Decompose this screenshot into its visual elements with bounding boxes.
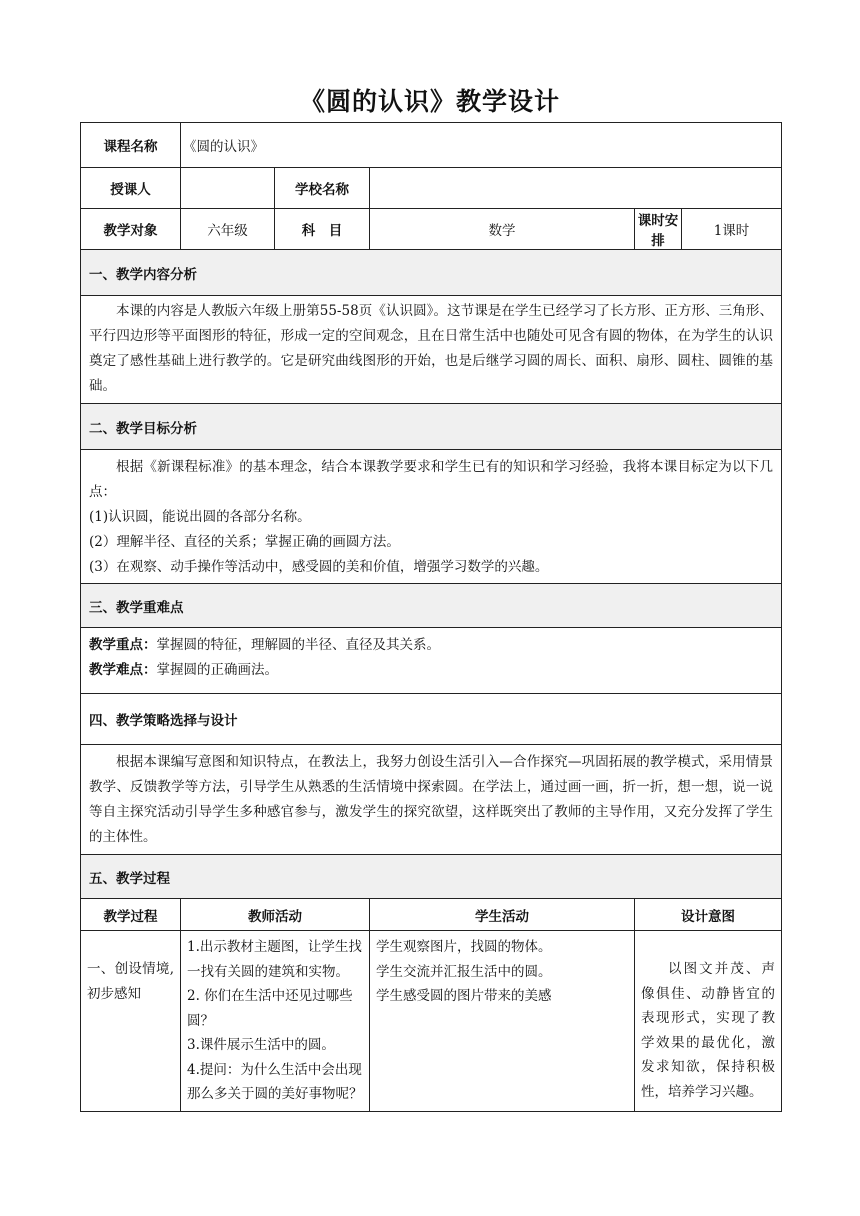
lesson-plan-table <box>80 122 782 1112</box>
student-activity-1: 学生观察图片，找圆的物体。 <box>376 939 552 955</box>
section-strategy-title: 四、教学策略选择与设计 <box>81 694 782 745</box>
section-key-points-title: 三、教学重难点 <box>81 584 782 628</box>
hours-label: 课时安排 <box>635 209 682 250</box>
section-goals-body <box>81 450 782 584</box>
subject-label: 科 目 <box>275 209 370 250</box>
difficulty-text: 掌握圆的正确画法。 <box>156 662 278 678</box>
teacher-activity-3: 3.课件展示生活中的圆。 <box>187 1037 335 1053</box>
teacher-activity-2: 2. 你们在生活中还见过哪些圆？ <box>187 988 353 1029</box>
difficulty-label: 教学难点： <box>89 662 157 678</box>
section-strategy-body <box>81 745 782 855</box>
course-name-label: 课程名称 <box>81 123 181 168</box>
subject-value: 数学 <box>370 209 635 250</box>
hours-value: 1课时 <box>682 209 782 250</box>
design-intent-text: 以图文并茂、声像俱佳、动静皆宜的表现形式，实现了教学效果的最优化，激发求知欲，保持积极性，培养学习兴趣。 <box>641 961 775 1100</box>
process-header-stage: 教学过程 <box>81 899 181 931</box>
section-content-analysis-body <box>81 296 782 404</box>
student-activity-2: 学生交流并汇报生活中的圆。 <box>376 963 552 980</box>
student-activity-3: 学生感受圆的图片带来的美感 <box>376 988 552 1004</box>
strategy-text: 根据本课编写意图和知识特点，在教法上，我努力创设生活引入—合作探究—巩固拓展的教学模式，采用情景教学、反馈教学等方法，引导学生从熟悉的生活情境中探索圆。在学法上，通过画一画，折一折，想一想，说一说等自主探究活动引导学生多种感官参与，激发学生的探究欲望，这样既突出了教师的主导作用，又充分发挥了学生的主体性。 <box>89 754 773 845</box>
section-process-title: 五、教学过程 <box>81 855 782 899</box>
page-title: 《圆的认识》教学设计 <box>299 87 560 116</box>
school-label: 学校名称 <box>275 168 370 209</box>
process-row1-teacher <box>181 931 370 1112</box>
process-row1-student <box>370 931 635 1112</box>
section-goals-title: 二、教学目标分析 <box>81 404 782 450</box>
goal-3: (3）在观察、动手操作等活动中，感受圆的美和价值，增强学习数学的兴趣。 <box>89 559 549 575</box>
teacher-activity-1: 1.出示教材主题图，让学生找一找有关圆的建筑和实物。 <box>187 939 362 980</box>
school-value <box>370 168 782 209</box>
content-analysis-text: 本课的内容是人教版六年级上册第55-58页《认识圆》。这节课是在学生已经学习了长方形、正方形、三角形、平行四边形等平面图形的特征，形成一定的空间观念，且在日常生活中也随处可见含有圆的物体，在为学生的认识奠定了感性基础上进行教学的。它是研究曲线图形的开始，也是后继学习圆的周长、面积、扇形、圆柱、圆锥的基础。 <box>89 303 773 394</box>
goal-1: (1)认识圆，能说出圆的各部分名称。 <box>89 509 311 525</box>
teacher-label: 授课人 <box>81 168 181 209</box>
target-value: 六年级 <box>181 209 275 250</box>
process-row1-intent <box>635 931 782 1112</box>
section-key-points-body <box>81 628 782 694</box>
goal-2: (2）理解半径、直径的关系；掌握正确的画圆方法。 <box>89 534 400 550</box>
target-label: 教学对象 <box>81 209 181 250</box>
course-name-value: 《圆的认识》 <box>181 123 782 168</box>
teacher-value <box>181 168 275 209</box>
key-point-text: 掌握圆的特征，理解圆的半径、直径及其关系。 <box>156 637 440 653</box>
process-row1-stage: 一、创设情境,初步感知 <box>81 931 181 1112</box>
section-content-analysis-title: 一、教学内容分析 <box>81 250 782 296</box>
teacher-activity-4: 4.提问：为什么生活中会出现那么多关于圆的美好事物呢？ <box>187 1061 363 1102</box>
process-header-intent: 设计意图 <box>635 899 782 931</box>
key-point-label: 教学重点： <box>89 637 157 653</box>
process-header-student: 学生活动 <box>370 899 635 931</box>
goals-intro: 根据《新课程标准》的基本理念，结合本课教学要求和学生已有的知识和学习经验，我将本课目标定为以下几点： <box>89 459 773 500</box>
process-header-teacher: 教师活动 <box>181 899 370 931</box>
